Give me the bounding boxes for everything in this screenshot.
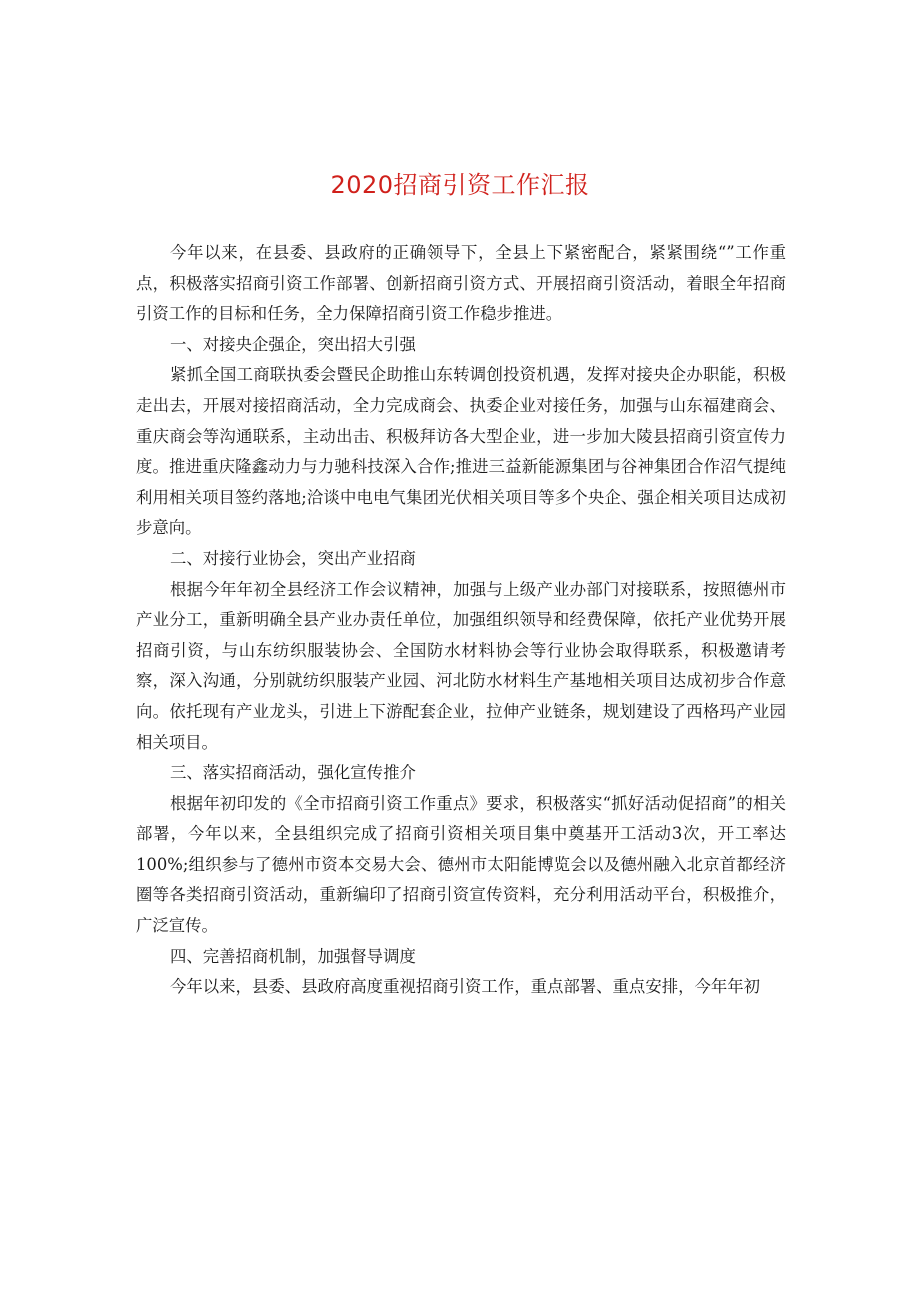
section-heading-1: 一、对接央企强企，突出招大引强 — [170, 334, 416, 354]
section-4-paragraph: 今年以来，县委、县政府高度重视招商引资工作，重点部署、重点安排，今年年初 — [170, 977, 761, 997]
section-1-paragraph: 紧抓全国工商联执委会暨民企助推山东转调创投资机遇，发挥对接央企办职能，积极走出去，开展对接招商活动，全力完成商会、执委企业对接任务，加强与山东福建商会、重庆商会等沟通联系，主动出击、积极拜访各大型企业，进一步加大陵县招商引资宣传力度。推进重庆隆鑫动力与力驰科技深入合作;推进三益新能源集团与谷神集团合作沼气提纯利用相关项目签约落地;洽谈中电电气集团光伏相关项目等多个央企、强企相关项目达成初步意向。 — [136, 365, 786, 538]
section-heading-2: 二、对接行业协会，突出产业招商 — [170, 548, 416, 568]
section-3-paragraph: 根据年初印发的《全市招商引资工作重点》要求，积极落实“抓好活动促招商”的相关部署，今年以来，全县组织完成了招商引资相关项目集中奠基开工活动3次，开工率达100%;组织参与了德州市资本交易大会、德州市太阳能博览会以及德州融入北京首都经济圈等各类招商引资活动，重新编印了招商引资宣传资料，充分利用活动平台，积极推介，广泛宣传。 — [136, 793, 786, 936]
document-body — [136, 238, 786, 1003]
section-heading-4: 四、完善招商机制，加强督导调度 — [170, 946, 416, 966]
intro-paragraph: 今年以来，在县委、县政府的正确领导下，全县上下紧密配合，紧紧围绕“”工作重点，积极落实招商引资工作部署、创新招商引资方式、开展招商引资活动，着眼全年招商引资工作的目标和任务，全力保障招商引资工作稳步推进。 — [136, 243, 786, 324]
section-2-paragraph: 根据今年年初全县经济工作会议精神，加强与上级产业办部门对接联系，按照德州市产业分工，重新明确全县产业办责任单位，加强组织领导和经费保障，依托产业优势开展招商引资，与山东纺织服装协会、全国防水材料协会等行业协会取得联系，积极邀请考察，深入沟通，分别就纺织服装产业园、河北防水材料生产基地相关项目达成初步合作意向。依托现有产业龙头，引进上下游配套企业，拉伸产业链条，规划建设了西格玛产业园相关项目。 — [136, 579, 786, 752]
section-heading-3: 三、落实招商活动，强化宣传推介 — [170, 763, 416, 783]
document-title: 2020招商引资工作汇报 — [330, 171, 590, 199]
